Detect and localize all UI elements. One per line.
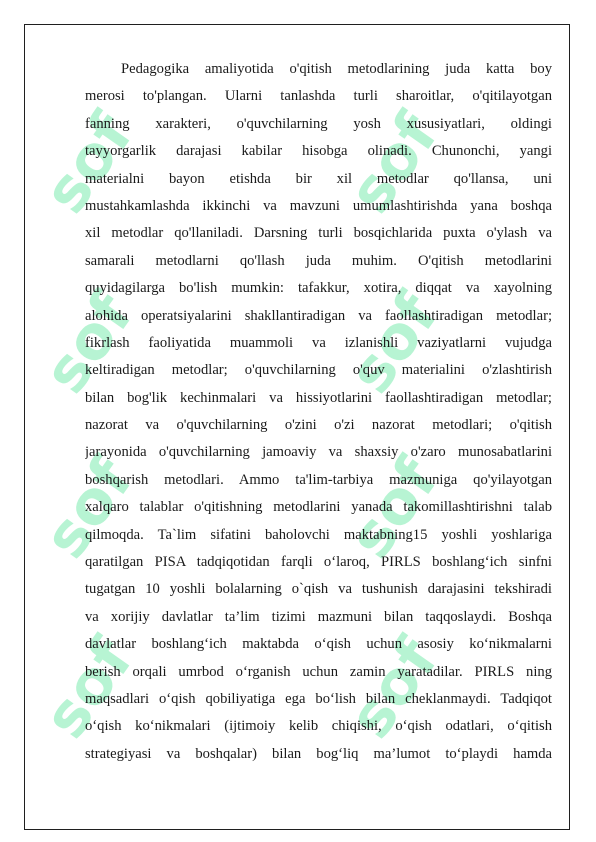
text-line: merosi to'plangan. Ularni tanlashda turli sharoitlar, o'qitilayotgan [85, 88, 552, 105]
watermark-text: sof [30, 446, 147, 571]
text-line: keltiradigan metodlar; o'quvchilarning o'quv materialini o'zlashtirish [85, 362, 552, 379]
text-line: boshqarish metodlari. Ammo ta'lim-tarbiya mazmuniga qo'yilayotgan [85, 471, 552, 488]
text-line: qilmoqda. Ta`lim sifatini baholovchi maktabning15 yoshli yoshlariga [85, 526, 552, 543]
text-line: xalqaro talablar o'qitishning metodlarini yanada takomillashtirishni talab [85, 499, 552, 516]
text-line: bilan bog'lik kechinmalari va hissiyotlarini faollashtiradigan metodlar; [85, 389, 552, 406]
watermark-text: sof [30, 281, 147, 406]
text-line: fikrlash faoliyatida muammoli va izlanishli vaziyatlarni vujudga [85, 334, 552, 351]
text-line: xil metodlar qo'llaniladi. Darsning turli bosqichlarida puxta o'ylash va [85, 225, 552, 242]
body-paragraph [85, 56, 552, 768]
text-line: strategiyasi va boshqalar) bilan bog‘liq ma’lumot to‘playdi hamda [85, 745, 552, 762]
watermark-text: sof [30, 626, 147, 751]
text-line: materialni bayon etishda bir xil metodlar qo'llansa, uni [85, 170, 552, 187]
watermark-text: sof [335, 101, 452, 226]
text-line: mustahkamlashda ikkinchi va mavzuni umumlashtirishda yana boshqa [85, 197, 552, 214]
text-line: tayyorgarlik darajasi kabilar hisobga olinadi. Chunonchi, yangi [85, 143, 552, 160]
watermark-text: sof [30, 101, 147, 226]
text-line: jarayonida o'quvchilarning jamoaviy va shaxsiy o'zaro munosabatlarini [85, 444, 552, 461]
watermark-text: sof [335, 281, 452, 406]
text-line: samarali metodlarni qo'llash juda muhim. O'qitish metodlarini [85, 252, 552, 269]
text-line: berish orqali umrbod o‘rganish uchun zamin yaratadilar. PIRLS ning [85, 663, 552, 680]
text-line: alohida operatsiyalarini shakllantiradigan va faollashtiradigan metodlar; [85, 307, 552, 324]
text-line: nazorat va o'quvchilarning o'zini o'zi nazorat metodlari; o'qitish [85, 417, 552, 434]
text-line: Pedagogika amaliyotida o'qitish metodlarining juda katta boy [121, 61, 552, 77]
text-line: qaratilgan PISA tadqiqotidan farqli o‘laroq, PIRLS boshlang‘ich sinfni [85, 554, 552, 571]
text-line: maqsadlari o‘qish qobiliyatiga ega bo‘lish bilan cheklanmaydi. Tadqiqot [85, 690, 552, 707]
text-line: fanning xarakteri, o'quvchilarning yosh xususiyatlari, oldingi [85, 115, 552, 132]
text-line: quyidagilarga bo'lish mumkin: tafakkur, xotira, diqqat va xayolning [85, 280, 552, 297]
text-line: tugatgan 10 yoshli bolalarning o`qish va tushunish darajasini tekshiradi [85, 581, 552, 598]
text-line: davlatlar boshlang‘ich maktabda o‘qish uchun asosiy ko‘nikmalarni [85, 636, 552, 653]
text-line: va xorijiy davlatlar ta’lim tizimi mazmuni bilan taqqoslaydi. Boshqa [85, 608, 552, 625]
text-line: o‘qish ko‘nikmalari (ijtimoiy kelib chiqishi, o‘qish odatlari, o‘qitish [85, 718, 552, 735]
watermark-text: sof [335, 446, 452, 571]
watermark-text: sof [335, 626, 452, 751]
